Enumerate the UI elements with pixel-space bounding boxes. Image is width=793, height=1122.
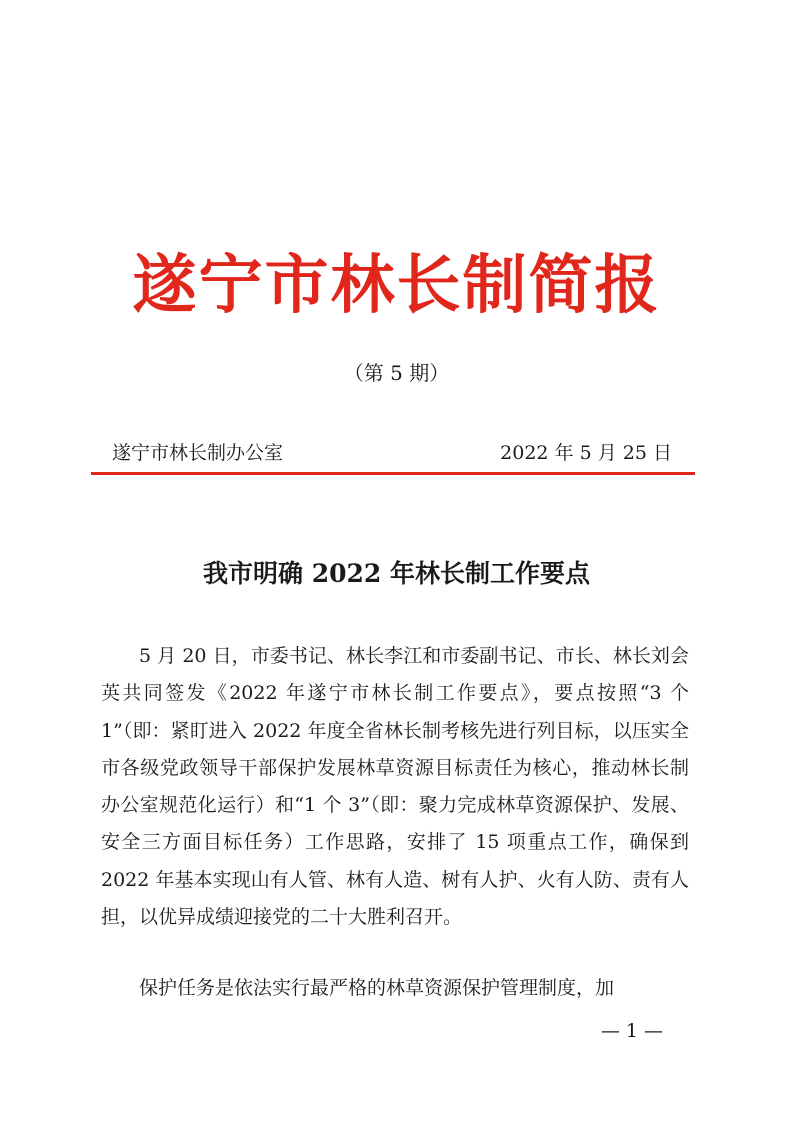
article-paragraph-1: 5 月 20 日，市委书记、林长李江和市委副书记、市长、林长刘会英共同签发《2022 年遂宁市林长制工作要点》，要点按照“3 个 1”（即：紧盯进入 2022 年度全省林长制考核先进行列目标，以压实全市各级党政领导干部保护发展林草资源目标责任为核心，推动林长制办公室规范化运行）和“1 个 3”（即：聚力完成林草资源保护、发展、安全三方面目标任务）工作思路，安排了 15 项重点工作，确保到 2022 年基本实现山有人管、林有人造、树有人护、火有人防、责有人担，以优异成绩迎接党的二十大胜利召开。: [101, 645, 689, 929]
red-divider-line: [91, 472, 695, 475]
issue-number: （第 5 期）: [343, 361, 450, 385]
page-number: — 1 —: [600, 1020, 663, 1042]
issuing-office: 遂宁市林长制办公室: [112, 442, 284, 464]
issue-date: 2022 年 5 月 25 日: [500, 442, 672, 464]
bulletin-title: 遂宁市林长制简报: [132, 248, 661, 323]
article-paragraph-2: 保护任务是依法实行最严格的林草资源保护管理制度，加: [139, 977, 615, 999]
article-headline: 我市明确 2022 年林长制工作要点: [203, 559, 590, 588]
